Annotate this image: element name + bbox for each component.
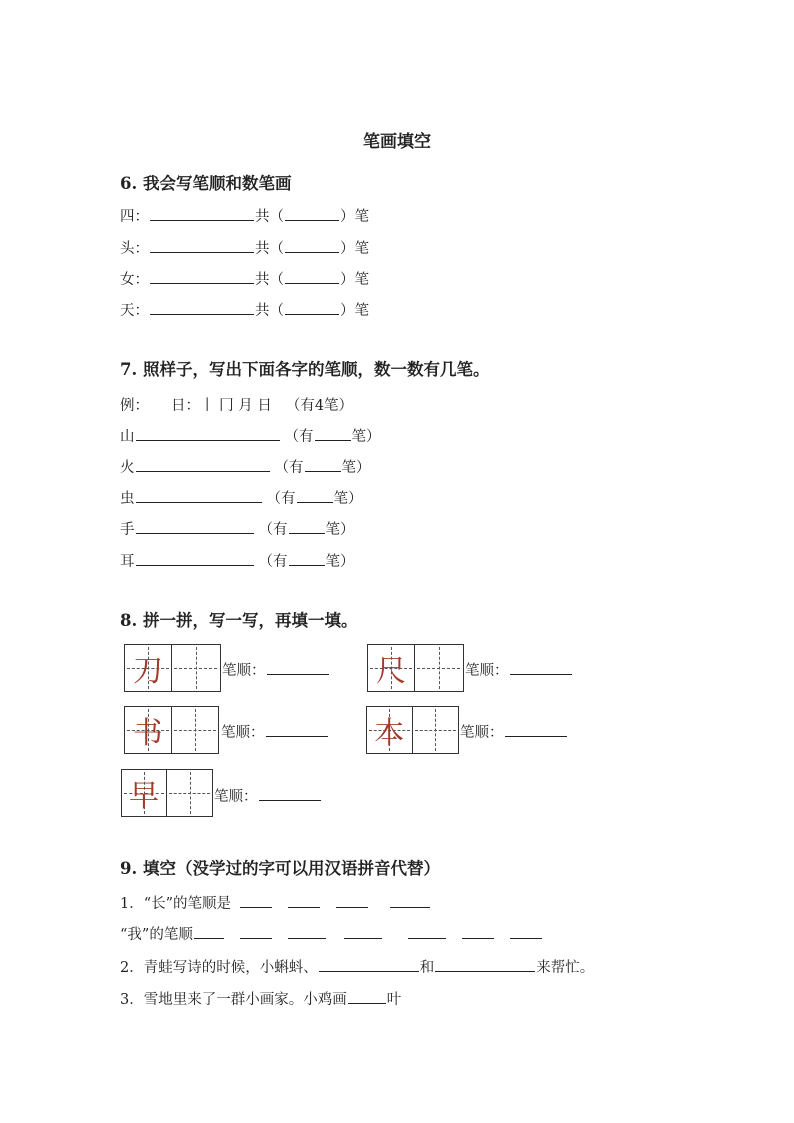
stroke-order-label: 笔顺： [214,789,258,805]
stroke-blank[interactable] [510,924,542,939]
q9-line2a-text: 2．青蛙写诗的时候，小蝌蚪、 [120,960,318,976]
writing-grid [121,769,213,817]
stroke-blank[interactable] [136,488,262,503]
q9-line2c-text: 来帮忙。 [536,960,595,976]
q7-close: 笔） [325,522,355,538]
example-strokes: 丨 冂 月 日 [200,398,272,414]
grid-cell[interactable] [172,645,219,691]
stroke-order-item [222,659,330,680]
q9-heading: 9. 填空（没学过的字可以用汉语拼音代替） [120,859,440,878]
grid-char: 尺 [376,654,406,689]
grid-cell [122,770,167,816]
example-char: 日： [171,398,200,414]
stroke-blank[interactable] [136,519,254,534]
stroke-blank[interactable] [408,924,446,939]
q6-row [120,237,369,258]
stroke-blank[interactable] [462,924,494,939]
page-title: 笔画填空 [363,132,431,152]
q9-line-3 [120,988,401,1009]
stroke-order-item [465,659,573,680]
count-blank[interactable] [315,426,351,441]
q6-close: ）笔 [340,272,369,288]
stroke-blank[interactable] [390,893,430,908]
grid-cell [125,707,172,753]
count-blank[interactable] [285,269,339,284]
grid-char: 刀 [133,654,163,689]
q7-close: 笔） [333,491,363,507]
stroke-order-label: 笔顺： [221,725,265,741]
q7-close: 笔） [325,554,355,570]
q6-char: 头： [120,241,149,257]
q7-char: 手 [120,522,135,538]
q7-example [120,394,353,415]
count-blank[interactable] [289,551,325,566]
writing-grid [124,706,219,754]
q6-heading: 6. 我会写笔顺和数笔画 [120,174,292,193]
grid-char: 早 [129,779,159,814]
q7-char: 耳 [120,554,135,570]
grid-cell[interactable] [172,707,219,753]
stroke-order-label: 笔顺： [222,663,266,679]
q7-row [120,550,355,571]
q6-char: 天： [120,303,149,319]
grid-cell [367,707,413,753]
q6-row [120,299,369,320]
q8-heading: 8. 拼一拼，写一写，再填一填。 [120,611,358,630]
count-blank[interactable] [297,488,333,503]
q9-line-1 [120,892,431,913]
count-blank[interactable] [285,206,339,221]
q7-row [120,456,371,477]
q7-row [120,518,355,539]
stroke-blank[interactable] [240,893,272,908]
q7-row [120,425,381,446]
q9-line3b-text: 叶 [386,992,402,1008]
stroke-blank[interactable] [136,426,280,441]
writing-grid [124,644,221,692]
stroke-blank[interactable] [150,238,254,253]
stroke-blank[interactable] [150,300,254,315]
stroke-blank[interactable] [288,893,320,908]
grid-cell[interactable] [413,707,458,753]
stroke-order-blank[interactable] [267,660,329,675]
grid-char: 本 [374,716,405,751]
grid-cell [125,645,172,691]
stroke-order-blank[interactable] [266,722,328,737]
grid-cell [368,645,415,691]
stroke-blank[interactable] [136,457,270,472]
stroke-blank[interactable] [150,269,254,284]
stroke-order-blank[interactable] [259,786,321,801]
q6-close: ）笔 [340,303,369,319]
q7-open: （有 [266,491,296,507]
q7-heading: 7. 照样子，写出下面各字的笔顺，数一数有几笔。 [120,360,490,379]
stroke-blank[interactable] [344,924,382,939]
q7-open: （有 [258,522,288,538]
q9-line-1b [120,923,543,944]
q9-line3a-text: 3．雪地里来了一群小画家。小鸡画 [120,992,347,1008]
q6-gong: 共（ [255,241,284,257]
stroke-order-item [214,785,322,806]
count-blank[interactable] [285,300,339,315]
q7-row [120,487,363,508]
q6-row [120,205,369,226]
q6-close: ）笔 [340,241,369,257]
q7-char: 山 [120,429,135,445]
q6-char: 四： [120,209,149,225]
example-prefix: 例： [120,398,149,414]
q9-line2b-text: 和 [419,960,435,976]
grid-cell[interactable] [167,770,212,816]
q7-char: 火 [120,460,135,476]
count-blank[interactable] [289,519,325,534]
stroke-order-blank[interactable] [505,722,567,737]
writing-grid [366,706,459,754]
count-blank[interactable] [305,457,341,472]
q7-open: （有 [258,554,288,570]
stroke-order-item [221,721,329,742]
stroke-blank[interactable] [136,551,254,566]
answer-blank[interactable] [319,957,419,972]
q6-gong: 共（ [255,303,284,319]
count-blank[interactable] [285,238,339,253]
stroke-order-blank[interactable] [510,660,572,675]
stroke-order-label: 笔顺： [465,663,509,679]
answer-blank[interactable] [435,957,535,972]
q7-open: （有 [274,460,304,476]
q6-close: ）笔 [340,209,369,225]
stroke-blank[interactable] [194,924,224,939]
stroke-order-item [460,721,568,742]
q9-line1-text: 1．“长”的笔顺是 [120,896,232,912]
grid-char: 书 [132,716,163,751]
stroke-order-label: 笔顺： [460,725,504,741]
q7-open: （有 [284,429,314,445]
stroke-blank[interactable] [336,893,368,908]
stroke-blank[interactable] [240,924,272,939]
q7-char: 虫 [120,491,135,507]
q7-close: 笔） [351,429,381,445]
q7-close: 笔） [341,460,371,476]
q9-line1b-text: “我”的笔顺 [120,927,193,943]
stroke-blank[interactable] [288,924,326,939]
q6-char: 女： [120,272,149,288]
example-count: （有4笔） [285,398,354,414]
q9-line-2 [120,956,594,977]
stroke-blank[interactable] [150,206,254,221]
q6-row [120,268,369,289]
answer-blank[interactable] [348,989,386,1004]
q6-gong: 共（ [255,209,284,225]
writing-grid [367,644,464,692]
grid-cell[interactable] [415,645,462,691]
q6-gong: 共（ [255,272,284,288]
